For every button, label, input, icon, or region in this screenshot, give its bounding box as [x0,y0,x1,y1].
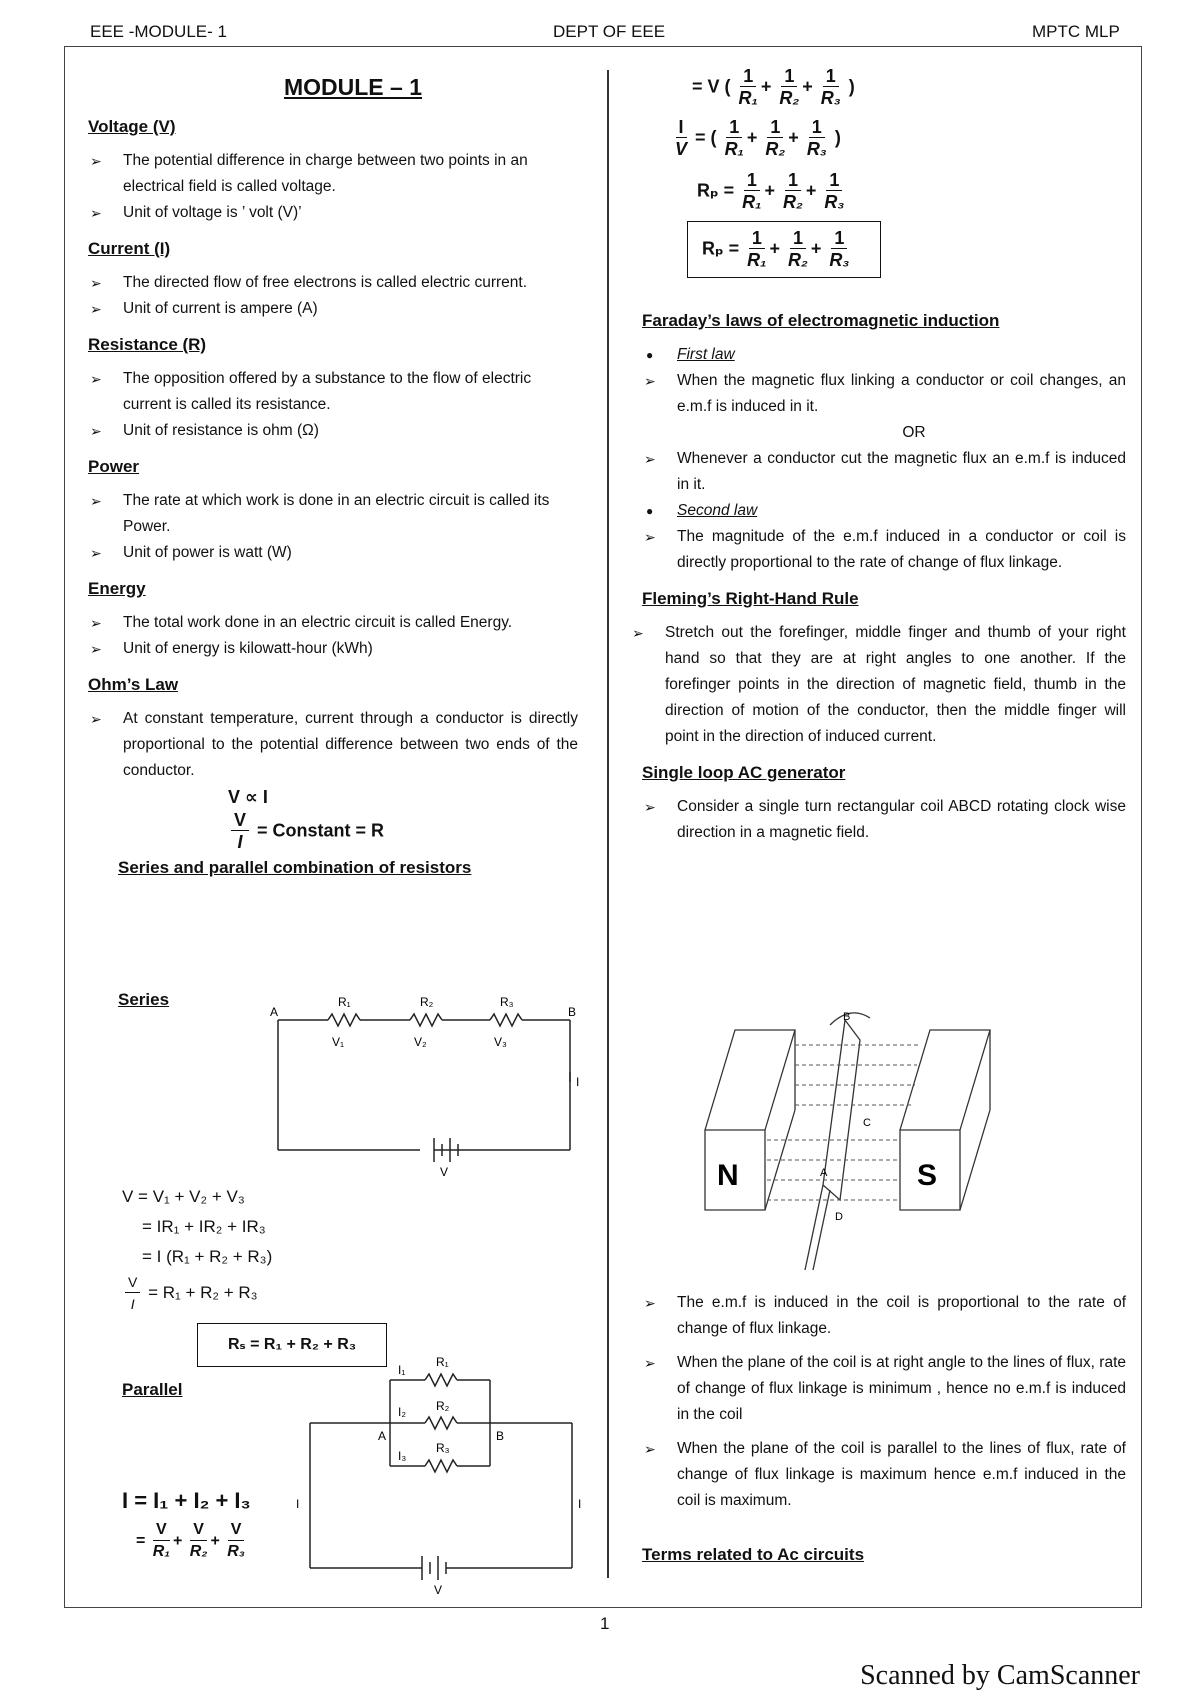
f2-post: ) [834,127,841,148]
faraday-list [642,368,1126,420]
ohm-list [88,706,578,784]
ac-list [642,794,1126,846]
rp-label: Rₚ = [697,180,735,201]
north-pole-label: N [717,1159,739,1192]
list-item: ➢ When the plane of the coil is at right angle to the lines of flux, rate of change of flux linkage is minimum , hence no e.m.f is induced in the coil [642,1350,1126,1428]
frac-v: V [228,1520,245,1541]
frac-r2: R₂ [779,88,800,108]
parallel-heading: Parallel [122,1380,183,1399]
frac-v: V [190,1520,207,1541]
scanner-watermark: Scanned by CamScanner [860,1660,1140,1691]
circuit-label: R₁ [436,1355,449,1369]
frac-one: 1 [785,170,801,191]
coil-label: C [863,1117,871,1129]
circuit-label: V₃ [494,1035,507,1049]
series-result-box: Rₛ = R₁ + R₂ + R₃ [197,1323,387,1367]
circuit-label: I₁ [398,1363,406,1377]
list-item: ● Second law [642,498,1126,524]
energy-heading: Energy [88,579,146,598]
list-item: ➢ When the magnetic flux linking a conductor or coil changes, an e.m.f is induced in it. [642,368,1126,420]
list-item: ➢ Stretch out the forefinger, middle finger and thumb of your right hand so that they are at right angles to one another. If the forefinger points in the direction of magnetic field, thumb in the direction of motion of the conductor, then the middle finger will point in the direction of induced current. [630,620,1126,750]
frac-r3: R₃ [824,192,845,212]
circuit-label: R₃ [500,995,514,1009]
frac-r2: R₂ [788,250,808,270]
coil-label: A [820,1167,828,1179]
faraday-heading: Faraday’s laws of electromagnetic induction [642,311,1000,330]
circuit-label: V₂ [414,1035,427,1049]
frac-one: 1 [749,228,765,249]
circuit-label: V₁ [332,1035,345,1049]
parallel-eq-2: = $\frac{V}{\text{R₁}}$ + $\frac{V}{\text{R₂}}$ + $\frac{V}{\text{R₃}}$ [136,1520,248,1563]
list-item: ● First law [642,342,1126,368]
combo-heading: Series and parallel combination of resistors [118,858,472,877]
frac-r1: R₁ [152,1543,170,1560]
frac-i: I [676,117,687,138]
f1-post: ) [848,76,855,97]
ac-heading: Single loop AC generator [642,763,846,782]
right-formula-2: $\frac{I}{V}$ = ( $\frac{1}{\text{R₁}}$ + $\frac{1}{\text{R₂}}$ + $\frac{1}{\text{R₃}}$ ) [675,117,841,159]
list-item: ➢ The opposition offered by a substance to the flow of electric current is called its resistance. [88,366,578,418]
frac-v: V [153,1520,170,1541]
frac-r3: R₃ [829,250,850,270]
faraday-first [642,342,1126,368]
frac-one: 1 [823,66,839,87]
series-eq-4-rhs: = R₁ + R₂ + R₃ [148,1282,258,1302]
frac-i: I [130,1296,135,1312]
parallel-result-box: Rₚ = $\frac{1}{\text{R₁}}$ + $\frac{1}{\text{R₂}}$ + $\frac{1}{\text{R₃}}$ [687,221,881,278]
list-item: ➢ Unit of current is ampere (A) [88,296,578,322]
f2-eq: = ( [695,127,717,148]
column-divider [607,70,609,1578]
terms-heading: Terms related to Ac circuits [642,1545,865,1564]
ac-notes [642,1290,1126,1576]
ohm-heading: Ohm’s Law [88,675,179,694]
voltage-list [88,148,578,226]
circuit-label: R₂ [436,1399,450,1413]
list-item: ➢ Unit of power is watt (W) [88,540,578,566]
circuit-label: I [576,1075,580,1089]
right-formula-1: = V ( $\frac{1}{\text{R₁}}$ + $\frac{1}{\text{R₂}}$ + $\frac{1}{\text{R₃}}$ ) [692,66,855,108]
series-equations [122,1182,482,1367]
current-heading: Current (I) [88,239,171,258]
right-formula-3: Rₚ = $\frac{1}{\text{R₁}}$ + $\frac{1}{\text{R₂}}$ + $\frac{1}{\text{R₃}}$ [697,170,845,212]
list-item: ➢ At constant temperature, current through a conductor is directly proportional to the potential difference between two ends of the conductor. [88,706,578,784]
header-center: DEPT OF EEE [553,22,666,41]
rp-label: Rₚ = [702,238,740,259]
faraday-list-3 [642,524,1126,576]
ac-list-2 [642,1290,1126,1514]
frac-r2: R₂ [765,139,786,159]
frac-one: 1 [781,66,797,87]
list-item: ➢ Whenever a conductor cut the magnetic flux an e.m.f is induced in it. [642,446,1126,498]
frac-r3: R₃ [806,139,827,159]
frac-one: 1 [726,117,742,138]
circuit-label: I₂ [398,1405,406,1419]
circuit-label: V [440,1165,449,1179]
header-right: MPTC MLP [1032,22,1120,41]
current-list [88,270,578,322]
power-heading: Power [88,457,140,476]
voltage-heading: Voltage (V) [88,117,176,136]
fleming-heading: Fleming’s Right-Hand Rule [642,589,859,608]
ohm-i: I [237,832,243,852]
coil-label: B [843,1011,851,1023]
parallel-circuit [290,1348,600,1598]
frac-r3: R₃ [227,1543,246,1560]
faraday-list-2 [642,446,1126,498]
coil-label: D [835,1211,843,1223]
ohm-formula [228,810,578,853]
resistance-list [88,366,578,444]
series-eq-1: V = V₁ + V₂ + V₃ [122,1187,245,1206]
ohm-proportion: V ∝ I [228,787,268,807]
list-item: ➢ The rate at which work is done in an electric circuit is called its Power. [88,488,578,540]
circuit-label: B [568,1005,577,1019]
circuit-label: I [578,1497,582,1511]
f1-pre: = V ( [692,76,731,97]
circuit-label: A [270,1005,279,1019]
ohm-v: V [231,810,249,831]
series-heading: Series [118,990,170,1009]
frac-one: 1 [744,170,760,191]
left-column [88,70,578,889]
parallel-eq-1: I = I₁ + I₂ + I₃ [122,1488,251,1513]
frac-r1: R₁ [738,88,758,108]
energy-list [88,610,578,662]
ohm-eq: = Constant = R [257,820,385,841]
frac-r2: R₂ [783,192,803,212]
series-eq-3: = I (R₁ + R₂ + R₃) [142,1247,273,1266]
circuit-label: I₃ [398,1449,407,1463]
list-item: ➢ The e.m.f is induced in the coil is proportional to the rate of change of flux linkage. [642,1290,1126,1342]
series-circuit [270,990,590,1180]
frac-v: V [675,139,688,159]
list-item: ➢ The directed flow of free electrons is called electric current. [88,270,578,296]
list-item: ➢ The total work done in an electric circuit is called Energy. [88,610,578,636]
circuit-label: A [378,1429,387,1443]
power-list [88,488,578,566]
circuit-label: R₁ [338,995,351,1009]
frac-r2: R₂ [189,1543,208,1560]
list-item: ➢ The potential difference in charge between two points in an electrical field is called voltage. [88,148,578,200]
frac-one: 1 [826,170,842,191]
series-eq-2: = IR₁ + IR₂ + IR₃ [142,1217,266,1236]
frac-r1: R₁ [742,192,762,212]
list-item: ➢ Unit of voltage is ’ volt (V)’ [88,200,578,226]
frac-one: 1 [767,117,783,138]
circuit-label: R₂ [420,995,434,1009]
circuit-label: V [434,1583,443,1597]
frac-v: V [125,1272,140,1293]
right-column [642,66,1126,846]
circuit-label: R₃ [436,1441,450,1455]
circuit-label: I [296,1497,300,1511]
frac-one: 1 [831,228,847,249]
page-title: MODULE – 1 [283,74,423,100]
faraday-second [642,498,1126,524]
page-number: 1 [600,1614,610,1633]
header-left: EEE -MODULE- 1 [90,22,227,41]
circuit-label: B [496,1429,505,1443]
list-item: ➢ The magnitude of the e.m.f induced in a conductor or coil is directly proportional to the rate of change of flux linkage. [642,524,1126,576]
resistance-heading: Resistance (R) [88,335,207,354]
frac-one: 1 [809,117,825,138]
frac-r1: R₁ [747,250,767,270]
list-item: ➢ Unit of resistance is ohm (Ω) [88,418,578,444]
south-pole-label: S [917,1159,938,1192]
frac-r3: R₃ [820,88,841,108]
series-eq-4 [122,1272,482,1315]
frac-one: 1 [740,66,756,87]
list-item: ➢ Unit of energy is kilowatt-hour (kWh) [88,636,578,662]
frac-r1: R₁ [724,139,744,159]
frac-one: 1 [790,228,806,249]
fleming-list [630,620,1126,750]
or-text: OR [902,424,926,441]
list-item: ➢ When the plane of the coil is parallel to the lines of flux, rate of change of flux linkage is maximum hence e.m.f induced in the coil is maximum. [642,1436,1126,1514]
ac-generator-diagram [695,1000,1025,1280]
list-item: ➢ Consider a single turn rectangular coil ABCD rotating clock wise direction in a magnetic field. [642,794,1126,846]
